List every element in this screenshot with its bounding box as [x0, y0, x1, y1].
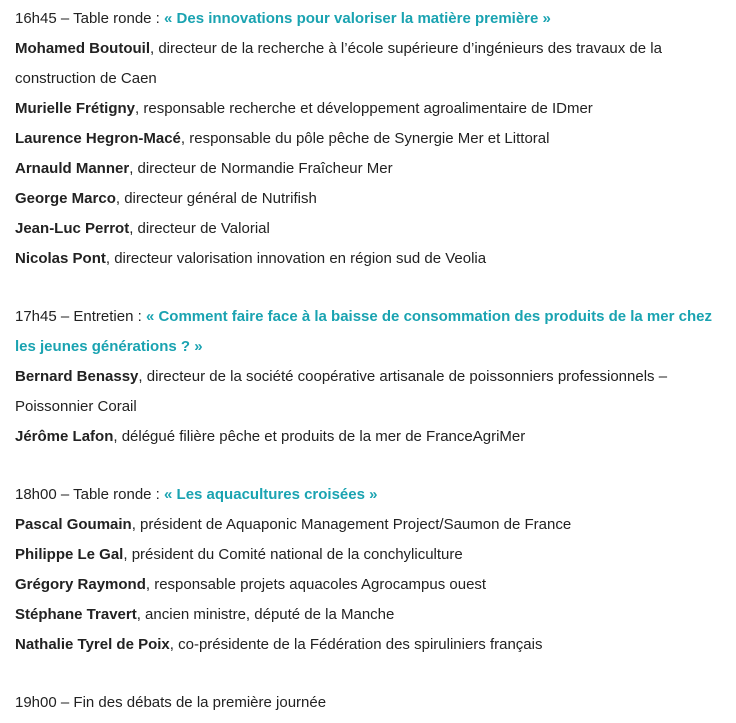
speaker-role: , directeur de Normandie Fraîcheur Mer — [129, 160, 393, 177]
speaker-line — [15, 422, 730, 452]
session-kind: Table ronde : — [73, 486, 160, 503]
session-header: 16h45 – Table ronde : « Des innovations pour valoriser la matière première » — [15, 10, 551, 27]
speaker-role: , délégué filière pêche et produits de la mer de FranceAgriMer — [113, 428, 526, 445]
speaker-line — [15, 600, 730, 630]
section-gap — [15, 274, 730, 302]
session-1800 — [15, 480, 730, 660]
speaker-line — [15, 184, 730, 214]
session-1645 — [15, 4, 730, 274]
section-gap — [15, 660, 730, 688]
speaker-line — [15, 510, 730, 540]
speaker-line — [15, 124, 730, 154]
speaker-role: , directeur de la société coopérative artisanale de poissonniers professionnels – Poissonnier Corail — [15, 368, 668, 415]
session-1745 — [15, 302, 730, 452]
speaker-name: Mohamed Boutouil — [15, 40, 150, 57]
speaker-name: Pascal Goumain — [15, 516, 132, 533]
speaker-role: , directeur de Valorial — [129, 220, 270, 237]
speaker-name: Nathalie Tyrel de Poix — [15, 636, 170, 653]
speaker-line — [15, 362, 730, 422]
speaker-name: Philippe Le Gal — [15, 546, 124, 563]
session-time: 18h00 — [15, 486, 57, 503]
speaker-line — [15, 630, 730, 660]
speaker-role: , co-présidente de la Fédération des spiruliniers français — [169, 636, 543, 653]
speaker-role: , directeur général de Nutrifish — [115, 190, 317, 207]
session-kind: Table ronde : — [73, 10, 160, 27]
speaker-line — [15, 570, 730, 600]
closing-time: 19h00 — [15, 694, 57, 711]
session-kind: Entretien : — [73, 308, 142, 325]
session-title: « Les aquacultures croisées » — [164, 486, 378, 503]
speaker-name: Stéphane Travert — [15, 606, 137, 623]
session-header: 18h00 – Table ronde : « Les aquacultures croisées » — [15, 486, 378, 503]
speaker-name: George Marco — [15, 190, 116, 207]
session-title: « Des innovations pour valoriser la matière première » — [164, 10, 551, 27]
speaker-role: , président de Aquaponic Management Project/Saumon de France — [131, 516, 572, 533]
speaker-name: Bernard Benassy — [15, 368, 139, 385]
speaker-name: Nicolas Pont — [15, 250, 106, 267]
speaker-name: Grégory Raymond — [15, 576, 146, 593]
speaker-name: Murielle Frétigny — [15, 100, 136, 117]
speaker-role: , président du Comité national de la conchyliculture — [123, 546, 463, 563]
speaker-name: Laurence Hegron-Macé — [15, 130, 181, 147]
closing-line: 19h00 – Fin des débats de la première journée — [15, 694, 327, 711]
closing-text: Fin des débats de la première journée — [73, 694, 327, 711]
speaker-role: , ancien ministre, député de la Manche — [136, 606, 395, 623]
speaker-role: , responsable du pôle pêche de Synergie Mer et Littoral — [180, 130, 550, 147]
session-time: 17h45 — [15, 308, 57, 325]
session-title: « Comment faire face à la baisse de consommation des produits de la mer chez les jeunes générations ? » — [15, 308, 712, 355]
speaker-line — [15, 540, 730, 570]
speaker-name: Jean-Luc Perrot — [15, 220, 130, 237]
section-gap — [15, 452, 730, 480]
speaker-line — [15, 94, 730, 124]
session-time: 16h45 — [15, 10, 57, 27]
speaker-name: Jérôme Lafon — [15, 428, 114, 445]
speaker-name: Arnauld Manner — [15, 160, 130, 177]
speaker-role: , directeur de la recherche à l’école supérieure d’ingénieurs des travaux de la construction de Caen — [15, 40, 662, 87]
speaker-line — [15, 214, 730, 244]
speaker-role: , responsable recherche et développement agroalimentaire de IDmer — [135, 100, 593, 117]
speaker-role: , directeur valorisation innovation en région sud de Veolia — [105, 250, 487, 267]
speaker-line — [15, 34, 730, 94]
speaker-line — [15, 244, 730, 274]
session-header: 17h45 – Entretien : « Comment faire face à la baisse de consommation des produits de la mer chez les jeunes générations ? » — [15, 308, 712, 355]
speaker-line — [15, 154, 730, 184]
speaker-role: , responsable projets aquacoles Agrocampus ouest — [145, 576, 487, 593]
